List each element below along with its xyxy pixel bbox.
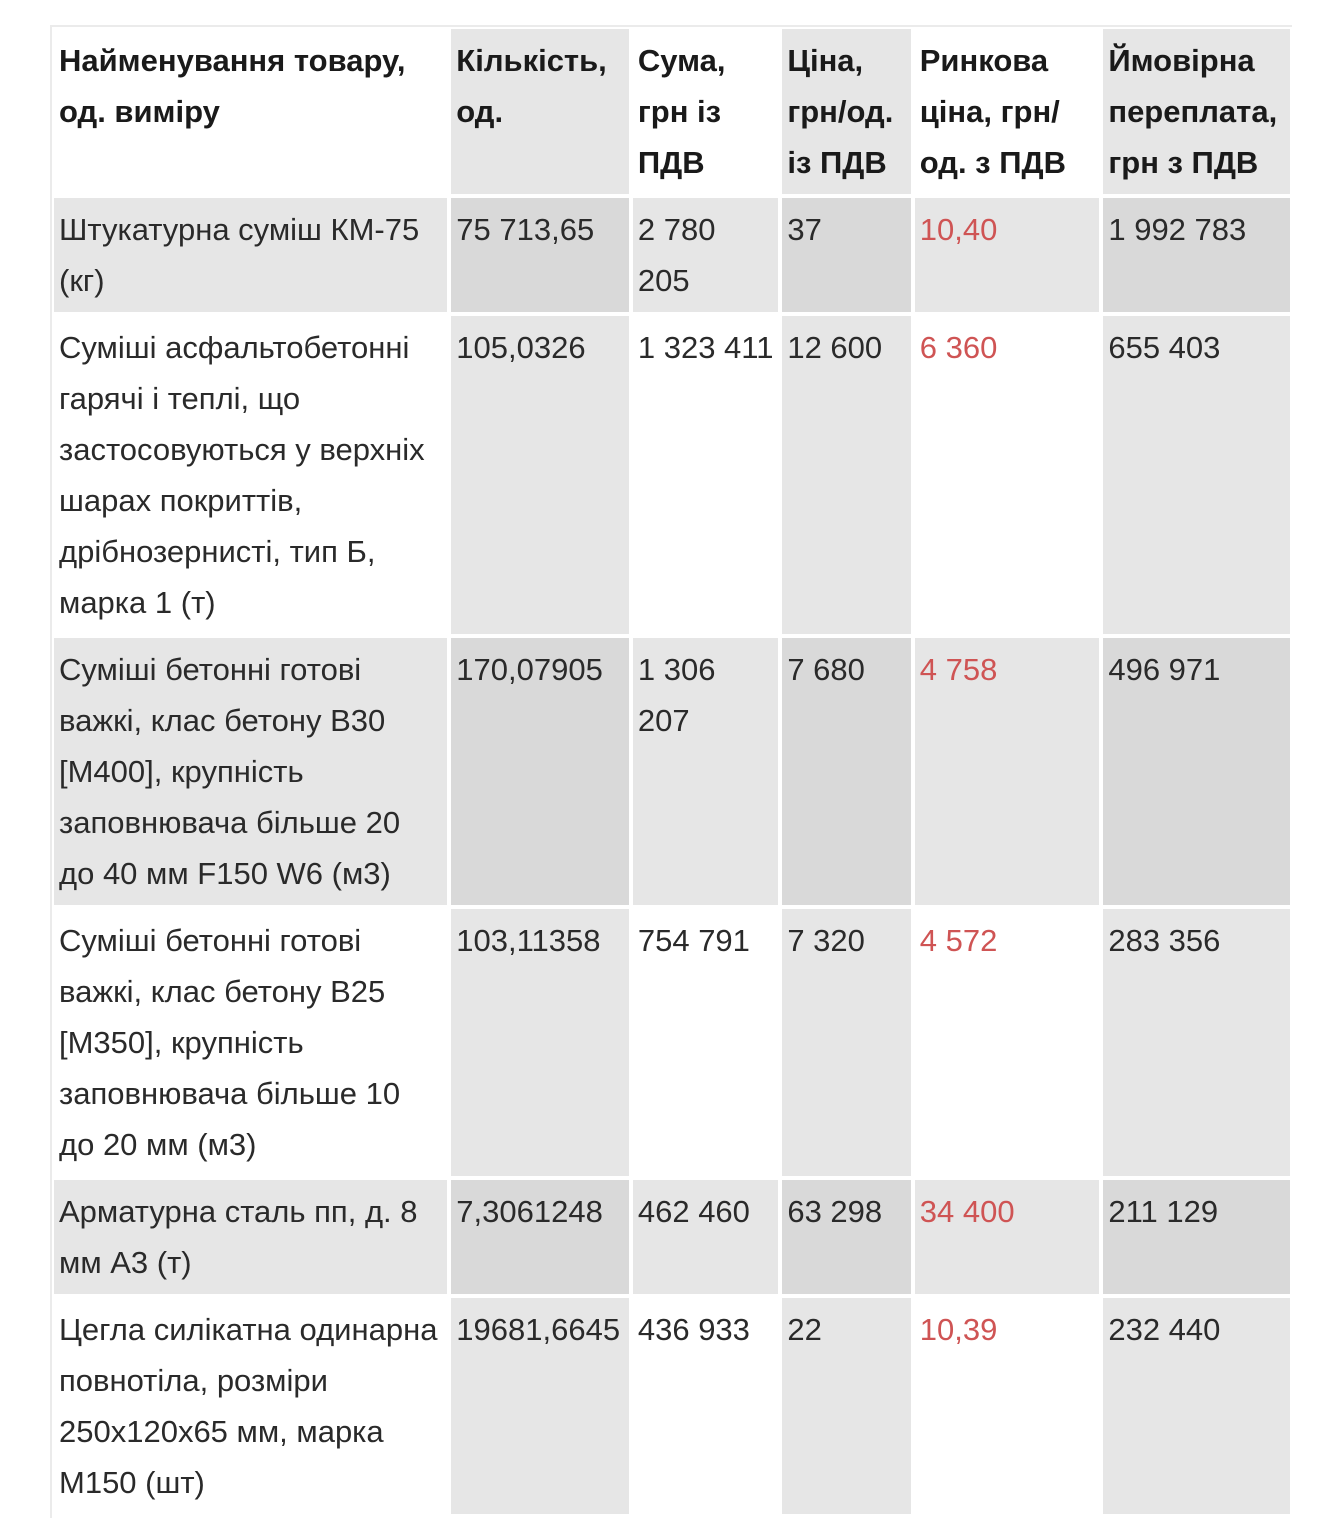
cell-overpayment: 1 992 783 xyxy=(1103,198,1290,312)
table-row xyxy=(54,1180,1290,1294)
cell-overpayment: 496 971 xyxy=(1103,638,1290,905)
table-row xyxy=(54,316,1290,634)
table-header-row xyxy=(54,29,1290,194)
cell-quantity: 170,07905 xyxy=(451,638,629,905)
cell-sum: 1 306 207 xyxy=(633,638,778,905)
cell-price: 22 xyxy=(782,1298,910,1514)
cell-price: 12 600 xyxy=(782,316,910,634)
cell-price: 7 320 xyxy=(782,909,910,1176)
cell-market-price: 6 360 xyxy=(915,316,1100,634)
cell-name: Штукатурна суміш КМ-75 (кг) xyxy=(54,198,447,312)
cell-price: 7 680 xyxy=(782,638,910,905)
cell-sum: 754 791 xyxy=(633,909,778,1176)
overpayment-table-container xyxy=(50,25,1292,1518)
cell-sum: 1 323 411 xyxy=(633,316,778,634)
cell-overpayment: 655 403 xyxy=(1103,316,1290,634)
cell-market-price: 10,40 xyxy=(915,198,1100,312)
header-price: Ціна, грн/од. із ПДВ xyxy=(782,29,910,194)
table-row xyxy=(54,1298,1290,1514)
cell-market-price: 34 400 xyxy=(915,1180,1100,1294)
cell-name: Суміші бетонні готові важкі, клас бетону В30 [М400], крупність заповнювача більше 20 до 40 мм F150 W6 (м3) xyxy=(54,638,447,905)
header-quantity: Кількість, од. xyxy=(451,29,629,194)
table-row xyxy=(54,198,1290,312)
cell-price: 37 xyxy=(782,198,910,312)
cell-name: Суміші асфальтобетонні гарячі і теплі, що застосовуються у верхніх шарах покриттів, дрібнозернисті, тип Б, марка 1 (т) xyxy=(54,316,447,634)
cell-sum: 2 780 205 xyxy=(633,198,778,312)
cell-price: 63 298 xyxy=(782,1180,910,1294)
header-overpayment: Ймовірна переплата, грн з ПДВ xyxy=(1103,29,1290,194)
cell-sum: 436 933 xyxy=(633,1298,778,1514)
cell-market-price: 4 758 xyxy=(915,638,1100,905)
cell-overpayment: 283 356 xyxy=(1103,909,1290,1176)
cell-name: Суміші бетонні готові важкі, клас бетону В25 [М350], крупність заповнювача більше 10 до 20 мм (м3) xyxy=(54,909,447,1176)
header-name: Найменування товару, од. виміру xyxy=(54,29,447,194)
cell-quantity: 19681,6645 xyxy=(451,1298,629,1514)
cell-quantity: 7,3061248 xyxy=(451,1180,629,1294)
cell-quantity: 103,11358 xyxy=(451,909,629,1176)
cell-overpayment: 232 440 xyxy=(1103,1298,1290,1514)
overpayment-table xyxy=(50,25,1294,1518)
cell-quantity: 75 713,65 xyxy=(451,198,629,312)
cell-market-price: 10,39 xyxy=(915,1298,1100,1514)
cell-name: Цегла силікатна одинарна повнотіла, розміри 250х120х65 мм, марка М150 (шт) xyxy=(54,1298,447,1514)
table-row xyxy=(54,638,1290,905)
cell-market-price: 4 572 xyxy=(915,909,1100,1176)
cell-sum: 462 460 xyxy=(633,1180,778,1294)
header-market-price: Ринкова ціна, грн/ од. з ПДВ xyxy=(915,29,1100,194)
header-sum: Сума, грн із ПДВ xyxy=(633,29,778,194)
cell-overpayment: 211 129 xyxy=(1103,1180,1290,1294)
table-row xyxy=(54,909,1290,1176)
cell-quantity: 105,0326 xyxy=(451,316,629,634)
cell-name: Арматурна сталь пп, д. 8 мм А3 (т) xyxy=(54,1180,447,1294)
